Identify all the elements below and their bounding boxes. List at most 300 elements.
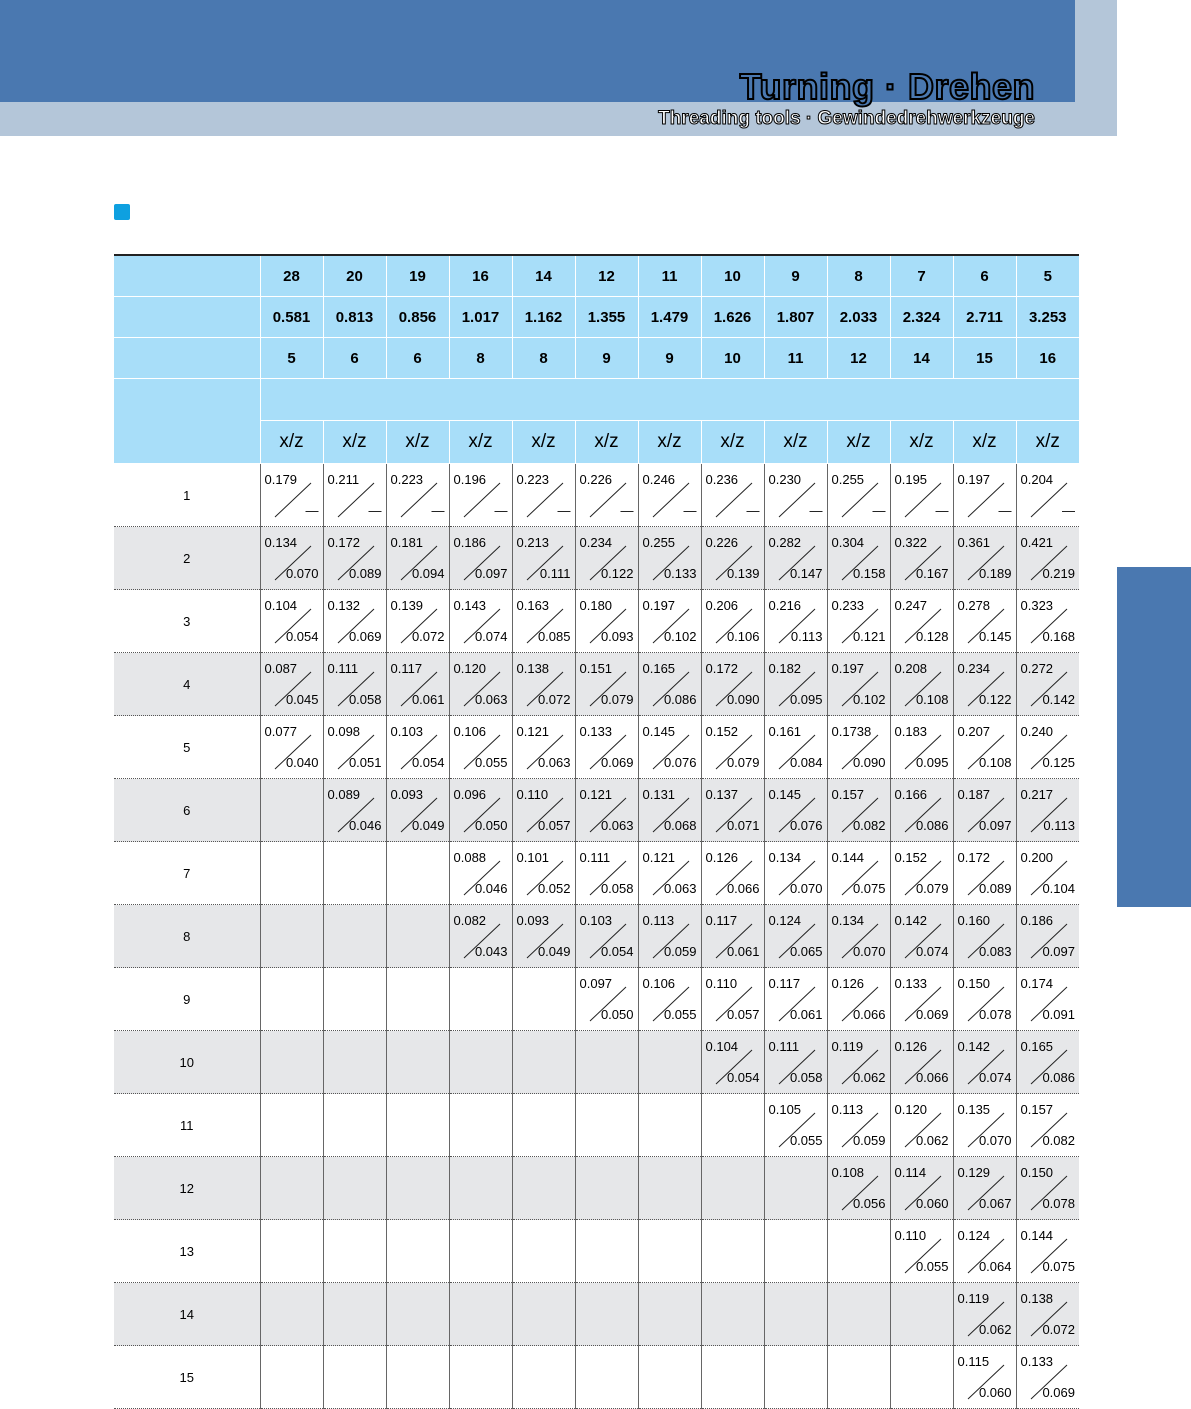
x-value: 0.172	[957, 850, 991, 865]
value-cell	[575, 653, 638, 716]
x-value: 0.134	[768, 850, 802, 865]
value-cell	[701, 1094, 764, 1157]
z-value: —	[998, 503, 1012, 518]
z-value: 0.108	[978, 755, 1012, 770]
x-value: 0.166	[894, 787, 928, 802]
header-cell: 0.581	[260, 297, 323, 338]
value-cell	[1016, 905, 1079, 968]
value-cell	[701, 464, 764, 527]
x-value: 0.093	[390, 787, 424, 802]
x-value: 0.137	[705, 787, 739, 802]
z-value: 0.055	[789, 1133, 823, 1148]
x-value: 0.172	[705, 661, 739, 676]
row-label: 12	[114, 1157, 260, 1220]
x-value: 0.197	[957, 472, 991, 487]
z-value: 0.093	[600, 629, 634, 644]
table-row	[114, 1220, 1079, 1283]
x-value: 0.132	[327, 598, 361, 613]
value-cell	[827, 1220, 890, 1283]
value-cell	[638, 1094, 701, 1157]
value-cell	[449, 1346, 512, 1409]
value-cell	[323, 716, 386, 779]
value-cell	[512, 1283, 575, 1346]
z-value: 0.068	[663, 818, 697, 833]
value-cell	[764, 1157, 827, 1220]
z-value: 0.043	[474, 944, 508, 959]
x-value: 0.113	[642, 913, 675, 928]
value-cell	[512, 464, 575, 527]
row-label: 1	[114, 464, 260, 527]
row-label: 14	[114, 1283, 260, 1346]
row-label: 6	[114, 779, 260, 842]
value-cell	[638, 716, 701, 779]
value-cell	[827, 464, 890, 527]
header-cell: 0.813	[323, 297, 386, 338]
value-cell	[575, 779, 638, 842]
header-cell: 1.626	[701, 297, 764, 338]
z-value: 0.045	[285, 692, 319, 707]
value-cell	[764, 905, 827, 968]
value-cell	[449, 1157, 512, 1220]
z-value: —	[620, 503, 634, 518]
page-title: Turning · Drehen	[739, 66, 1035, 107]
x-value: 0.111	[327, 661, 359, 676]
z-value: —	[809, 503, 823, 518]
x-value: 0.196	[453, 472, 487, 487]
value-cell	[575, 1094, 638, 1157]
value-cell	[953, 1157, 1016, 1220]
x-value: 0.163	[516, 598, 550, 613]
value-cell	[827, 1283, 890, 1346]
value-cell	[512, 716, 575, 779]
z-value: 0.122	[600, 566, 634, 581]
x-value: 0.323	[1020, 598, 1054, 613]
value-cell	[260, 1346, 323, 1409]
value-cell	[1016, 1031, 1079, 1094]
value-cell	[575, 1283, 638, 1346]
z-value: 0.057	[726, 1007, 760, 1022]
z-value: 0.052	[537, 881, 571, 896]
value-cell	[323, 1220, 386, 1283]
x-value: 0.213	[516, 535, 550, 550]
z-value: 0.091	[1042, 1007, 1075, 1022]
value-cell	[1016, 1157, 1079, 1220]
header-cell: 0.856	[386, 297, 449, 338]
z-value: 0.095	[915, 755, 949, 770]
z-value: 0.076	[789, 818, 823, 833]
value-cell	[890, 842, 953, 905]
x-value: 0.234	[579, 535, 613, 550]
header-label-cell	[114, 255, 260, 297]
x-value: 0.119	[831, 1039, 864, 1054]
x-value: 0.187	[957, 787, 991, 802]
value-cell	[449, 842, 512, 905]
x-value: 0.133	[894, 976, 928, 991]
value-cell	[953, 1283, 1016, 1346]
z-value: 0.158	[852, 566, 886, 581]
header-cell: 12	[827, 338, 890, 379]
z-value: 0.085	[537, 629, 571, 644]
value-cell	[260, 1094, 323, 1157]
x-value: 0.120	[453, 661, 487, 676]
z-value: —	[494, 503, 508, 518]
value-cell	[953, 779, 1016, 842]
z-value: 0.060	[915, 1196, 949, 1211]
value-cell	[512, 1346, 575, 1409]
value-cell	[1016, 1346, 1079, 1409]
x-value: 0.124	[957, 1228, 991, 1243]
z-value: 0.066	[852, 1007, 886, 1022]
xz-header-cell: x/z	[764, 421, 827, 464]
value-cell	[953, 527, 1016, 590]
header-cell: 16	[449, 255, 512, 297]
z-value: 0.040	[285, 755, 319, 770]
header-cell: 2.324	[890, 297, 953, 338]
value-cell	[827, 1031, 890, 1094]
x-value: 0.119	[957, 1291, 990, 1306]
value-cell	[260, 779, 323, 842]
x-value: 0.105	[768, 1102, 802, 1117]
value-cell	[701, 779, 764, 842]
value-cell	[323, 842, 386, 905]
value-cell	[638, 779, 701, 842]
value-cell	[575, 968, 638, 1031]
x-value: 0.110	[516, 787, 549, 802]
value-cell	[449, 1094, 512, 1157]
header-label-cell	[114, 338, 260, 379]
value-cell	[323, 968, 386, 1031]
z-value: —	[935, 503, 949, 518]
z-value: —	[305, 503, 319, 518]
value-cell	[953, 842, 1016, 905]
xz-header-cell: x/z	[1016, 421, 1079, 464]
value-cell	[512, 653, 575, 716]
header-cell: 5	[1016, 255, 1079, 297]
x-value: 0.223	[516, 472, 550, 487]
value-cell	[323, 905, 386, 968]
row-label: 4	[114, 653, 260, 716]
value-cell	[953, 464, 1016, 527]
x-value: 0.255	[831, 472, 865, 487]
x-value: 0.126	[831, 976, 865, 991]
value-cell	[575, 464, 638, 527]
z-value: 0.056	[852, 1196, 886, 1211]
z-value: 0.097	[474, 566, 508, 581]
value-cell	[1016, 779, 1079, 842]
value-cell	[1016, 1283, 1079, 1346]
value-cell	[638, 968, 701, 1031]
value-cell	[1016, 1094, 1079, 1157]
value-cell	[323, 527, 386, 590]
value-cell	[827, 779, 890, 842]
xz-header-cell: x/z	[827, 421, 890, 464]
value-cell	[386, 464, 449, 527]
header-cell: 1.355	[575, 297, 638, 338]
z-value: —	[368, 503, 382, 518]
z-value: 0.049	[411, 818, 445, 833]
value-cell	[638, 464, 701, 527]
z-value: 0.079	[600, 692, 634, 707]
z-value: 0.066	[726, 881, 760, 896]
x-value: 0.120	[894, 1102, 928, 1117]
value-cell	[260, 464, 323, 527]
value-cell	[827, 968, 890, 1031]
value-cell	[827, 1346, 890, 1409]
value-cell	[638, 1283, 701, 1346]
value-cell	[386, 653, 449, 716]
value-cell	[386, 527, 449, 590]
xz-header-cell: x/z	[323, 421, 386, 464]
value-cell	[953, 716, 1016, 779]
z-value: 0.054	[285, 629, 319, 644]
value-cell	[386, 905, 449, 968]
header-row-1	[114, 255, 1079, 297]
z-value: —	[746, 503, 760, 518]
x-value: 0.247	[894, 598, 928, 613]
z-value: 0.168	[1042, 629, 1075, 644]
value-cell	[638, 653, 701, 716]
x-value: 0.195	[894, 472, 928, 487]
z-value: 0.070	[978, 1133, 1012, 1148]
x-value: 0.179	[264, 472, 298, 487]
z-value: 0.097	[978, 818, 1012, 833]
value-cell	[1016, 968, 1079, 1031]
value-cell	[764, 1220, 827, 1283]
value-cell	[260, 1283, 323, 1346]
value-cell	[449, 464, 512, 527]
table-row	[114, 464, 1079, 527]
header-cell: 10	[701, 255, 764, 297]
value-cell	[386, 1346, 449, 1409]
xz-header-cell: x/z	[512, 421, 575, 464]
value-cell	[638, 842, 701, 905]
value-cell	[764, 1094, 827, 1157]
value-cell	[890, 1031, 953, 1094]
z-value: 0.108	[915, 692, 949, 707]
z-value: 0.128	[915, 629, 949, 644]
header-span-cell	[260, 379, 1079, 421]
value-cell	[323, 1094, 386, 1157]
value-cell	[449, 779, 512, 842]
x-value: 0.145	[642, 724, 676, 739]
x-value: 0.181	[390, 535, 424, 550]
value-cell	[323, 464, 386, 527]
z-value: 0.084	[789, 755, 823, 770]
value-cell	[827, 905, 890, 968]
x-value: 0.111	[768, 1039, 800, 1054]
z-value: 0.072	[411, 629, 445, 644]
value-cell	[260, 905, 323, 968]
value-cell	[890, 716, 953, 779]
header-cell: 11	[764, 338, 827, 379]
header-cell: 9	[575, 338, 638, 379]
z-value: 0.050	[474, 818, 508, 833]
x-value: 0.121	[579, 787, 613, 802]
header-cell: 1.479	[638, 297, 701, 338]
z-value: 0.139	[726, 566, 760, 581]
value-cell	[512, 842, 575, 905]
value-cell	[638, 905, 701, 968]
value-cell	[701, 1031, 764, 1094]
x-value: 0.139	[390, 598, 424, 613]
header-cell: 12	[575, 255, 638, 297]
value-cell	[890, 590, 953, 653]
header-cell: 8	[449, 338, 512, 379]
x-value: 0.144	[831, 850, 865, 865]
z-value: 0.063	[474, 692, 508, 707]
x-value: 0.186	[1020, 913, 1054, 928]
value-cell	[890, 1283, 953, 1346]
value-cell	[1016, 716, 1079, 779]
z-value: 0.072	[1042, 1322, 1075, 1337]
value-cell	[1016, 653, 1079, 716]
header-label-cell	[114, 379, 260, 464]
x-value: 0.096	[453, 787, 487, 802]
side-tab	[1117, 567, 1191, 907]
z-value: 0.089	[978, 881, 1012, 896]
z-value: 0.054	[726, 1070, 760, 1085]
value-cell	[386, 1031, 449, 1094]
x-value: 0.157	[831, 787, 865, 802]
value-cell	[512, 1220, 575, 1283]
value-cell	[575, 905, 638, 968]
value-cell	[449, 1031, 512, 1094]
value-cell	[260, 1031, 323, 1094]
value-cell	[701, 653, 764, 716]
value-cell	[512, 1157, 575, 1220]
xz-header-cell: x/z	[890, 421, 953, 464]
z-value: 0.145	[978, 629, 1012, 644]
value-cell	[890, 968, 953, 1031]
value-cell	[701, 716, 764, 779]
x-value: 0.1738	[831, 724, 872, 739]
x-value: 0.172	[327, 535, 361, 550]
z-value: 0.086	[663, 692, 697, 707]
z-value: 0.063	[663, 881, 697, 896]
z-value: 0.075	[1042, 1259, 1075, 1274]
value-cell	[890, 905, 953, 968]
value-cell	[953, 1220, 1016, 1283]
value-cell	[260, 1157, 323, 1220]
value-cell	[890, 464, 953, 527]
value-cell	[449, 527, 512, 590]
z-value: —	[872, 503, 886, 518]
x-value: 0.101	[516, 850, 550, 865]
table-row	[114, 842, 1079, 905]
z-value: 0.066	[915, 1070, 949, 1085]
header-cell: 6	[386, 338, 449, 379]
section-bullet	[114, 204, 130, 220]
value-cell	[323, 1157, 386, 1220]
xz-header-cell: x/z	[260, 421, 323, 464]
z-value: 0.071	[726, 818, 760, 833]
value-cell	[386, 1094, 449, 1157]
z-value: 0.065	[789, 944, 823, 959]
x-value: 0.255	[642, 535, 676, 550]
header-cell: 1.807	[764, 297, 827, 338]
row-label: 9	[114, 968, 260, 1031]
value-cell	[764, 464, 827, 527]
table-row	[114, 716, 1079, 779]
x-value: 0.152	[705, 724, 739, 739]
x-value: 0.150	[1020, 1165, 1054, 1180]
z-value: —	[1062, 503, 1075, 518]
header-row-3	[114, 338, 1079, 379]
header-cell: 3.253	[1016, 297, 1079, 338]
value-cell	[953, 905, 1016, 968]
value-cell	[1016, 464, 1079, 527]
x-value: 0.126	[894, 1039, 928, 1054]
value-cell	[701, 1346, 764, 1409]
xz-header-cell: x/z	[953, 421, 1016, 464]
value-cell	[764, 779, 827, 842]
value-cell	[575, 842, 638, 905]
z-value: 0.102	[663, 629, 697, 644]
header-cell: 1.017	[449, 297, 512, 338]
z-value: 0.125	[1042, 755, 1075, 770]
value-cell	[386, 1220, 449, 1283]
x-value: 0.200	[1020, 850, 1054, 865]
z-value: 0.113	[790, 629, 823, 644]
header-cell: 7	[890, 255, 953, 297]
z-value: 0.078	[1042, 1196, 1075, 1211]
x-value: 0.211	[327, 472, 360, 487]
header-cell: 6	[323, 338, 386, 379]
header-cell: 6	[953, 255, 1016, 297]
x-value: 0.165	[642, 661, 676, 676]
x-value: 0.182	[768, 661, 802, 676]
value-cell	[323, 779, 386, 842]
value-cell	[323, 1031, 386, 1094]
header-cell: 20	[323, 255, 386, 297]
value-cell	[890, 779, 953, 842]
value-cell	[386, 716, 449, 779]
value-cell	[701, 968, 764, 1031]
z-value: 0.219	[1042, 566, 1075, 581]
x-value: 0.180	[579, 598, 613, 613]
value-cell	[638, 1157, 701, 1220]
x-value: 0.160	[957, 913, 991, 928]
table-row	[114, 527, 1079, 590]
x-value: 0.236	[705, 472, 739, 487]
value-cell	[512, 779, 575, 842]
z-value: 0.059	[663, 944, 697, 959]
xz-header-cell: x/z	[701, 421, 764, 464]
x-value: 0.126	[705, 850, 739, 865]
z-value: 0.069	[348, 629, 382, 644]
row-label: 7	[114, 842, 260, 905]
z-value: 0.051	[348, 755, 382, 770]
header-cell: 2.033	[827, 297, 890, 338]
value-cell	[1016, 842, 1079, 905]
header-row-4	[114, 379, 1079, 421]
value-cell	[260, 527, 323, 590]
value-cell	[638, 590, 701, 653]
value-cell	[386, 1157, 449, 1220]
x-value: 0.197	[831, 661, 865, 676]
value-cell	[386, 842, 449, 905]
x-value: 0.093	[516, 913, 550, 928]
xz-header-cell: x/z	[449, 421, 512, 464]
x-value: 0.077	[264, 724, 298, 739]
value-cell	[701, 1157, 764, 1220]
value-cell	[827, 716, 890, 779]
xz-header-cell: x/z	[638, 421, 701, 464]
x-value: 0.174	[1020, 976, 1054, 991]
value-cell	[953, 1094, 1016, 1157]
value-cell	[1016, 1220, 1079, 1283]
value-cell	[575, 1220, 638, 1283]
